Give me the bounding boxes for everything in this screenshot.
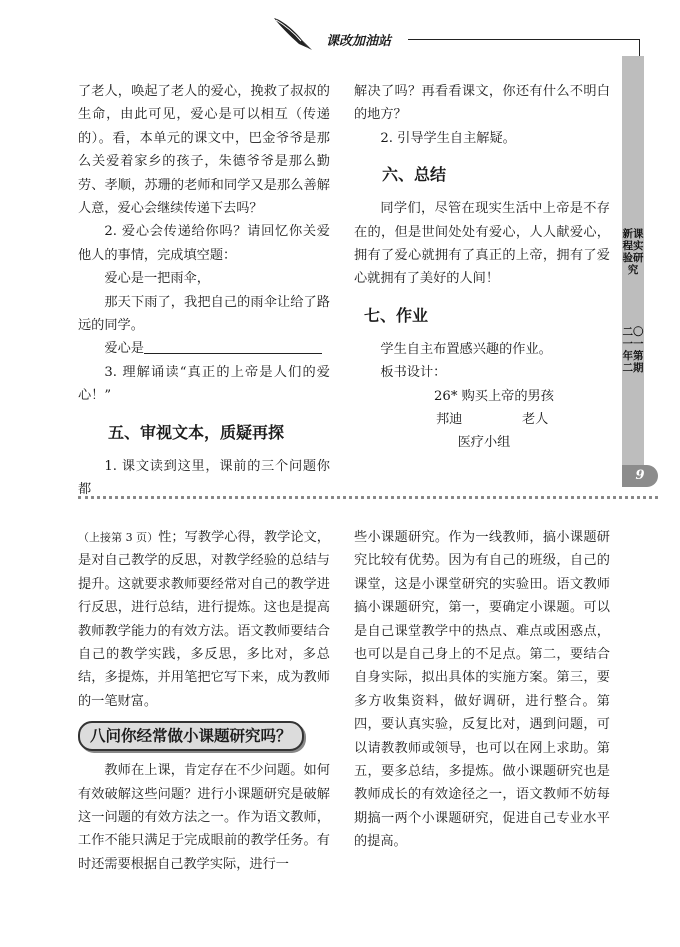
journal-name: 新课程实验研究: [622, 228, 644, 276]
bottom-right-column: [354, 526, 610, 854]
section-heading-8: 八问你经常做小课题研究吗？: [78, 721, 304, 751]
paragraph: 3. 理解诵读“真正的上帝是人们的爱心！”: [78, 364, 330, 404]
board-bottom: 医疗小组: [457, 434, 511, 450]
section-heading-7: 七、作业: [364, 305, 429, 325]
board-right: 老人: [522, 411, 549, 427]
paragraph: 2. 爱心会传递给你吗？请回忆你关爱他人的事情，完成填空题：: [78, 224, 330, 263]
paragraph: 2. 引导学生自主解疑。: [380, 130, 516, 146]
header-title: 课改加油站: [326, 34, 392, 49]
blank-underline: [144, 339, 322, 354]
paragraph: 教师在上课，肯定存在不少问题。如何有效破解这些问题？进行小课题研究是破解这一问题的有效方法之一。作为语文教师，工作不能只满足于完成眼前的教学任务。有时还需要根据自己教学实际，进行一: [78, 763, 330, 872]
paragraph: 学生自主布置感兴趣的作业。: [380, 341, 552, 357]
paragraph: （上接第 3 页）性；写教学心得，教学论文，是对自己教学的反思，对教学经验的总结与提升。这就要求教师要经常对自己的教学进行反思，进行总结，进行提炼。这也是提高教师教学能力的有效方法。语文教师要结合自己的教学实践，多反思，多比对，多总结，多提炼，并用笔把它写下来，成为教师的一笔财富。: [78, 530, 330, 709]
paragraph: 了老人，唤起了老人的爱心，挽救了叔叔的生命，由此可见，爱心是可以相互（传递的）。看，本单元的课文中，巴金爷爷是那么关爱着家乡的孩子，朱德爷爷是那么勤劳、孝顺，苏珊的老师和同学又是那么善解人意，爱心会继续传递下去吗？: [78, 84, 330, 217]
board-left: 邦迪: [436, 411, 463, 427]
paragraph: 爱心是一把雨伞，: [104, 271, 210, 287]
section-heading-5: 五、审视文本，质疑再探: [108, 422, 285, 442]
header-rule: [408, 39, 640, 40]
fill-in-line: 爱心是: [78, 337, 330, 360]
running-header: [260, 14, 645, 54]
paragraph: 些小课题研究。作为一线教师，搞小课题研究比较有优势。因为有自己的班级，自己的课堂，这是小课堂研究的实验田。语文教师搞小课题研究，第一，要确定小课题。可以是自己课堂教学中的热点、难点或困惑点，也可以是自己身上的不足点。第二，要结合自身实际，拟出具体的实施方案。第三，要多方收集资料，做好调研，进行整合。第四，要认真实验，反复比对，遇到问题，可以请教教师或领导，也可以在网上求助。第五，要多总结，多提炼。做小课题研究也是教师成长的有效途径之一，语文教师不妨每期搞一两个小课题研究，促进自己专业水平的提高。: [354, 530, 610, 850]
top-right-column: [354, 80, 610, 455]
continued-note: （上接第 3 页）: [78, 531, 159, 544]
section-divider: [78, 496, 658, 499]
section-heading-6: 六、总结: [382, 165, 447, 185]
board-design: [354, 385, 610, 455]
top-left-column: [78, 80, 330, 502]
page-number: 9: [622, 465, 658, 487]
pen-nib-icon: [268, 14, 328, 54]
section-badge-wrap: [78, 713, 330, 759]
paragraph: 那天下雨了，我把自己的雨伞让给了路远的同学。: [78, 294, 330, 334]
paragraph: 板书设计：: [380, 365, 447, 381]
issue-label: 二〇一一年第二期: [622, 326, 644, 374]
board-title: 26* 购买上帝的男孩: [434, 388, 554, 404]
bottom-left-column: [78, 526, 330, 876]
paragraph: 同学们，尽管在现实生活中上帝是不存在的，但是世间处处有爱心，人人献爱心，拥有了爱心就拥有了真正的上帝，拥有了爱心就拥有了美好的人间！: [354, 201, 610, 287]
paragraph: 1. 课文读到这里，课前的三个问题你都: [78, 458, 330, 498]
paragraph: 解决了吗？再看看课文，你还有什么不明白的地方？: [354, 84, 610, 123]
